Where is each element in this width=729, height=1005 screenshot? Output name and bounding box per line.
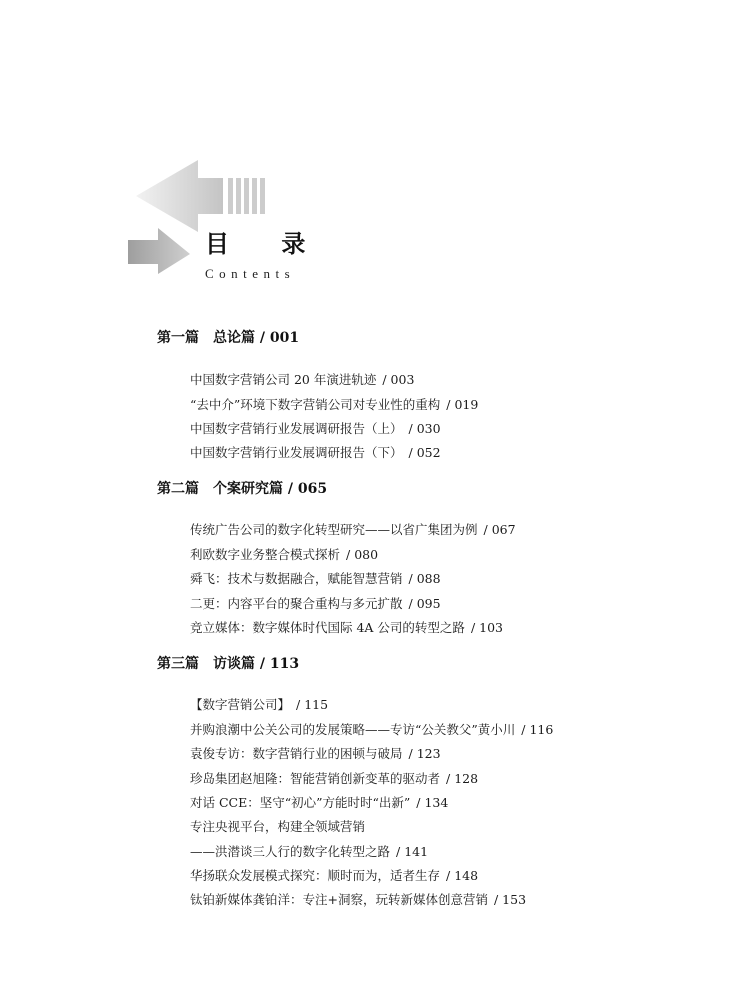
entry-page: / 067 — [483, 522, 516, 537]
toc-entry[interactable] — [190, 618, 503, 636]
entry-page: / 141 — [396, 844, 429, 859]
part-title: 个案研究篇 / 065 — [213, 481, 328, 497]
entry-title: 钛铂新媒体龚铂洋：专注+洞察，玩转新媒体创意营销 — [190, 892, 488, 907]
part-heading-2[interactable] — [157, 478, 327, 498]
page-title: 目 录 — [205, 230, 328, 258]
entry-title: 袁俊专访：数字营销行业的困顿与破局 — [190, 746, 403, 761]
entry-page: / 019 — [446, 397, 479, 412]
entry-page: / 153 — [493, 892, 527, 907]
entry-title: 并购浪潮中公关公司的发展策略——专访“公关教父”黄小川 — [190, 722, 516, 737]
entry-title: 中国数字营销行业发展调研报告（上） — [190, 421, 403, 436]
entry-page: / 003 — [382, 372, 415, 387]
entry-page: / 128 — [446, 771, 479, 786]
entry-title: “去中介”环境下数字营销公司对专业性的重构 — [190, 397, 441, 412]
toc-entry[interactable] — [190, 695, 328, 713]
part-number: 第三篇 — [157, 656, 199, 672]
toc-entry[interactable] — [190, 594, 441, 612]
entry-title: 利欧数字业务整合模式探析 — [190, 547, 341, 562]
entry-title: 传统广告公司的数字化转型研究——以省广集团为例 — [190, 522, 478, 537]
page-subtitle: Contents — [205, 266, 296, 281]
part-title: 总论篇 / 001 — [213, 330, 300, 346]
entry-title: 中国数字营销行业发展调研报告（下） — [190, 445, 403, 460]
entry-title: 竞立媒体：数字媒体时代国际 4A 公司的转型之路 — [190, 620, 465, 635]
part-number: 第二篇 — [157, 481, 199, 497]
toc-entry[interactable] — [190, 769, 478, 787]
toc-entry[interactable] — [190, 419, 441, 437]
toc-entry[interactable] — [190, 890, 526, 908]
toc-entry[interactable] — [190, 443, 441, 461]
entry-title: 珍岛集团赵旭隆：智能营销创新变革的驱动者 — [190, 771, 441, 786]
part-heading-1[interactable] — [157, 327, 299, 347]
part-number: 第一篇 — [157, 330, 199, 346]
entry-title: 对话 CCE：坚守“初心”方能时时“出新” — [190, 795, 411, 810]
part-title: 访谈篇 / 113 — [213, 656, 300, 672]
arrow-decoration-icon — [128, 158, 268, 278]
entry-title: 华扬联众发展模式探究：顺时而为，适者生存 — [190, 868, 441, 883]
toc-entry[interactable] — [190, 866, 478, 884]
entry-page: / 115 — [296, 697, 329, 712]
toc-entry[interactable] — [190, 817, 371, 835]
toc-entry[interactable] — [190, 545, 378, 563]
entry-title: 二更：内容平台的聚合重构与多元扩散 — [190, 596, 403, 611]
toc-entry[interactable] — [190, 842, 428, 860]
entry-page: / 052 — [408, 445, 441, 460]
entry-page: / 116 — [521, 722, 554, 737]
toc-entry[interactable] — [190, 720, 553, 738]
toc-entry[interactable] — [190, 370, 414, 388]
toc-entry[interactable] — [190, 395, 478, 413]
toc-entry[interactable] — [190, 793, 448, 811]
entry-title: ——洪潜谈三人行的数字化转型之路 — [190, 844, 391, 859]
entry-page: / 095 — [408, 596, 441, 611]
entry-page: / 088 — [408, 571, 441, 586]
entry-page: / 148 — [446, 868, 479, 883]
entry-page: / 030 — [408, 421, 441, 436]
entry-title: 专注央视平台，构建全领域营销 — [190, 819, 366, 834]
part-heading-3[interactable] — [157, 653, 299, 673]
entry-page: / 103 — [470, 620, 503, 635]
toc-entry[interactable] — [190, 569, 441, 587]
entry-title: 【数字营销公司】 — [190, 697, 291, 712]
entry-page: / 134 — [416, 795, 449, 810]
entry-title: 中国数字营销公司 20 年演进轨迹 — [190, 372, 377, 387]
toc-entry[interactable] — [190, 744, 441, 762]
entry-title: 舜飞：技术与数据融合，赋能智慧营销 — [190, 571, 403, 586]
toc-entry[interactable] — [190, 520, 516, 538]
entry-page: / 080 — [346, 547, 379, 562]
entry-page: / 123 — [408, 746, 441, 761]
